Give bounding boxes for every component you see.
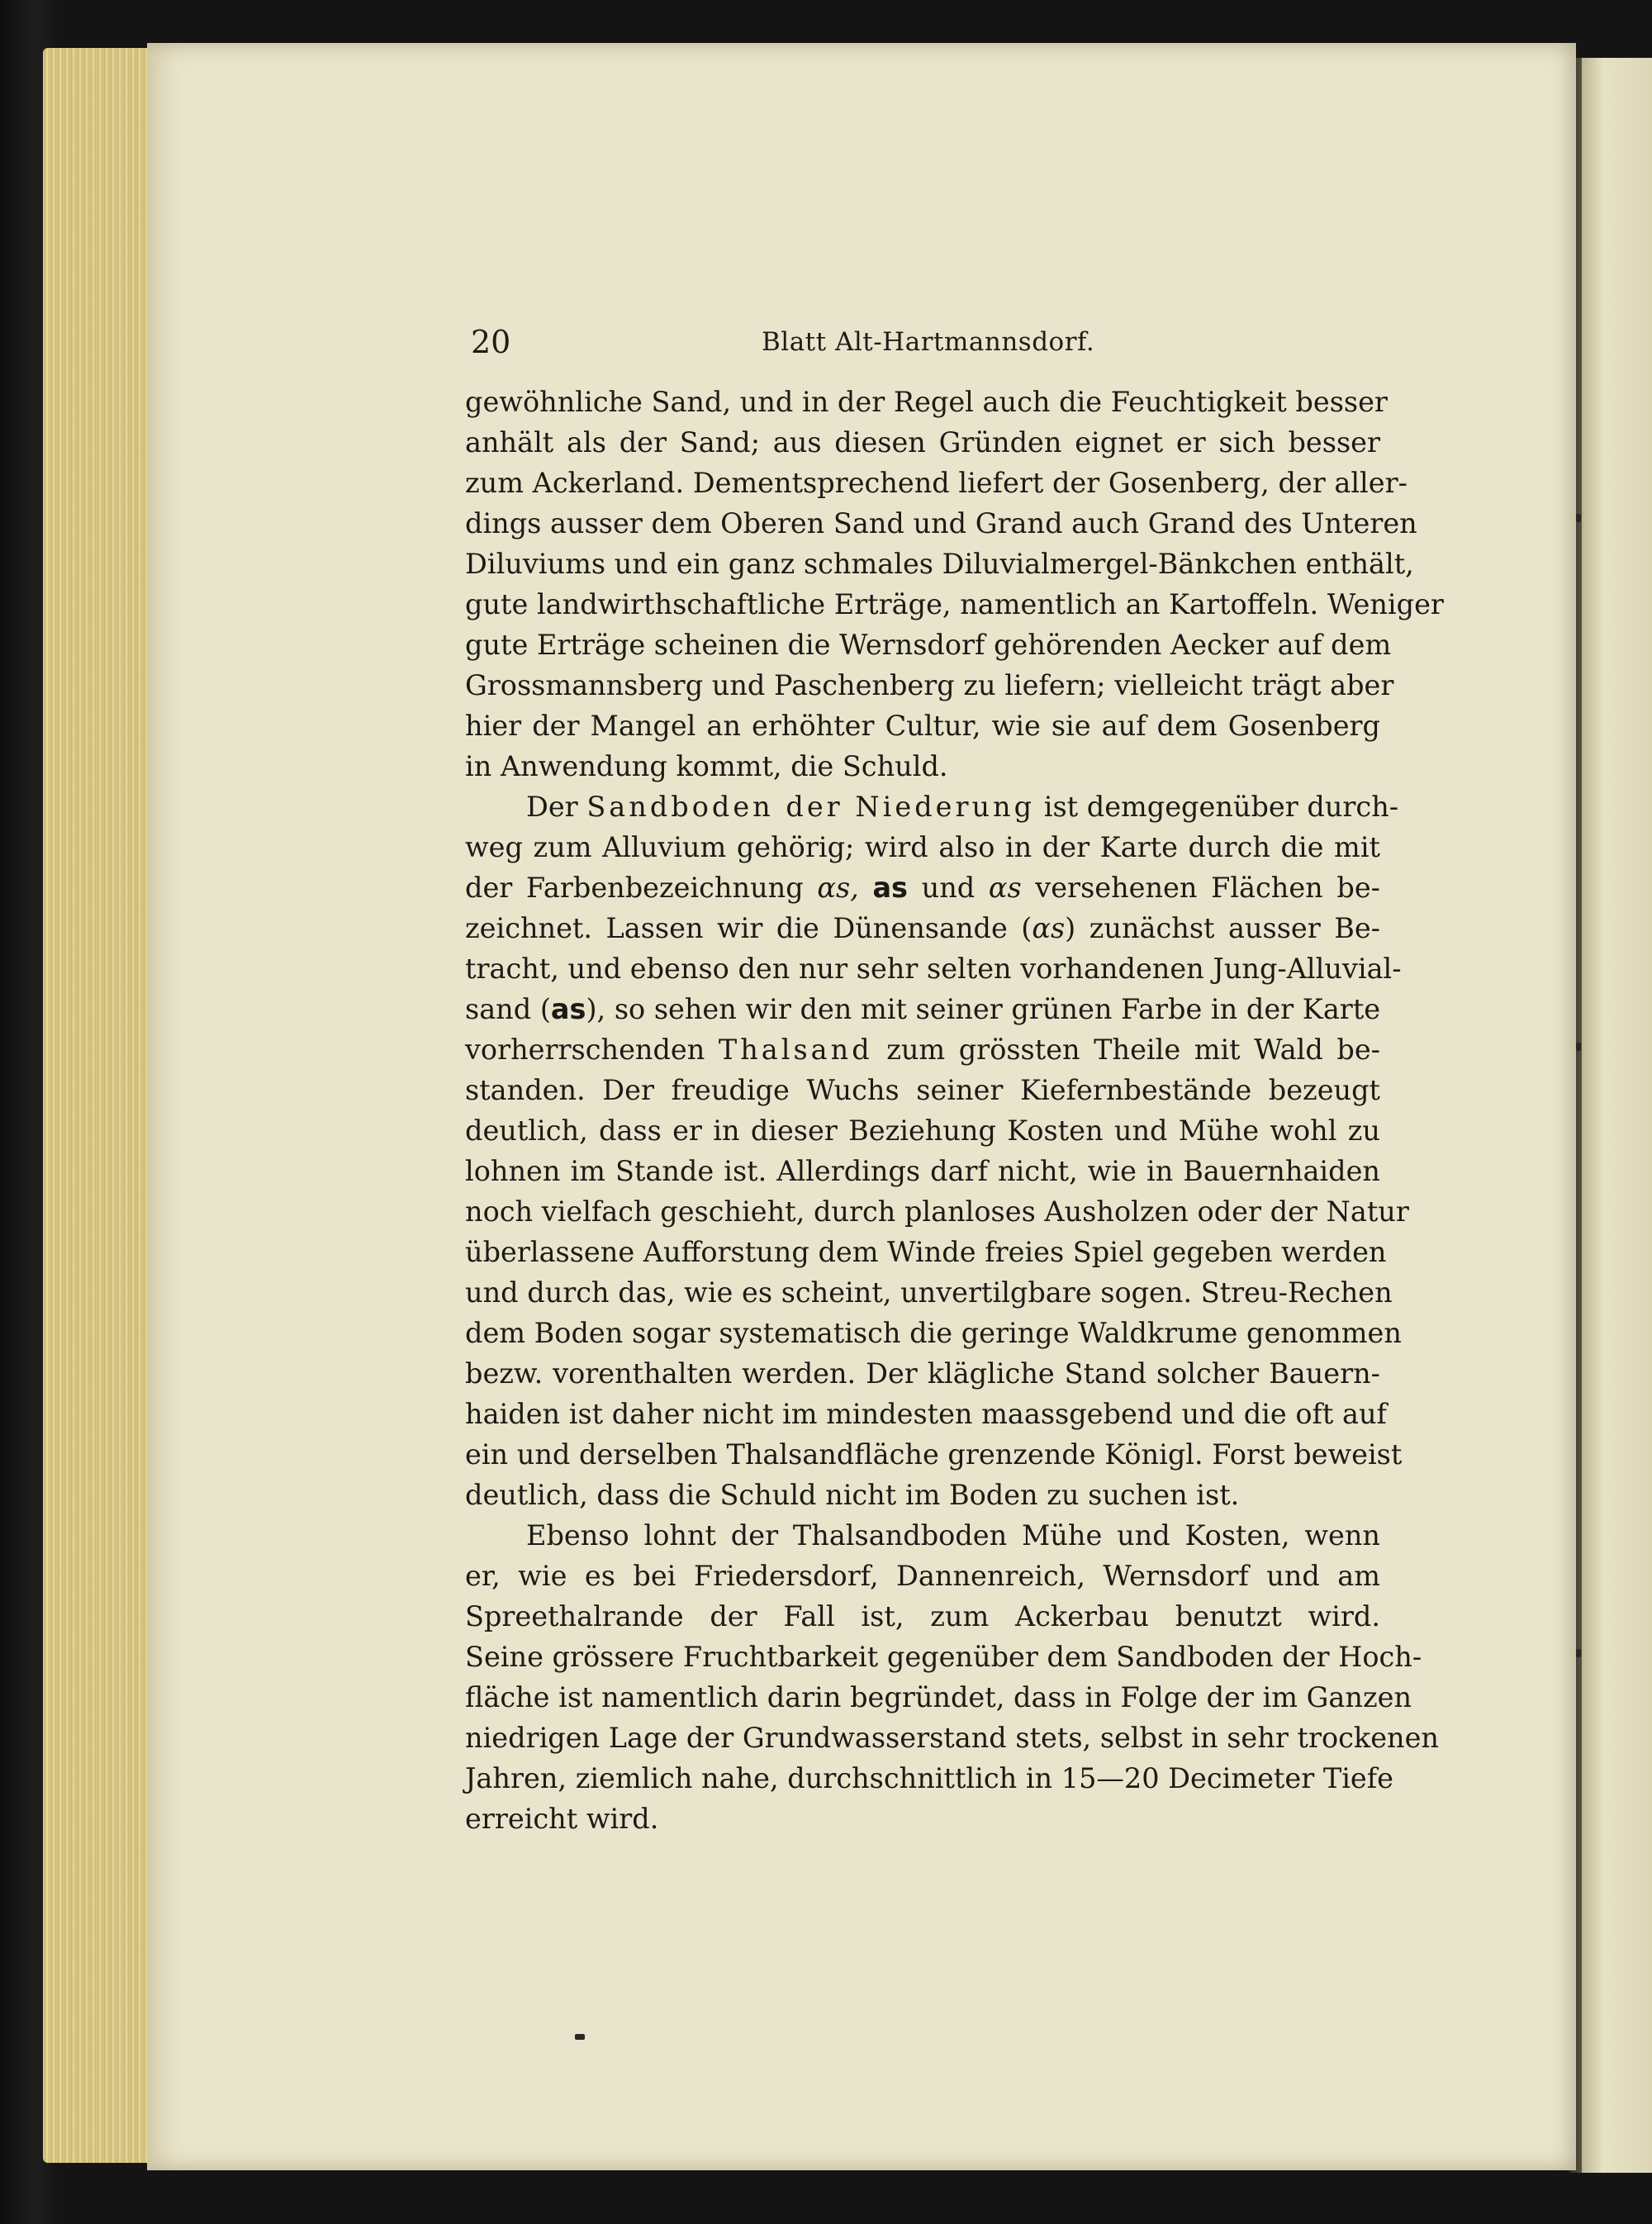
symbol-young-alluvial-sand: as (872, 872, 908, 904)
text-line (465, 989, 1380, 1029)
text-line: und durch das, wie es scheint, unvertilgbare sogen. Streu-Rechen (465, 1276, 1393, 1309)
emphasis-spaced: Thalsand (718, 1034, 873, 1066)
text-fragment: vorherrschenden (465, 1034, 719, 1066)
text-line: gute landwirthschaftliche Erträge, namentlich an Kartoffeln. Weniger (465, 588, 1444, 620)
symbol-dune-sand: αs, (817, 872, 859, 904)
text-line: bezw. vorenthalten werden. Der klägliche Stand solcher Bauern- (465, 1357, 1380, 1390)
text-fragment: sand ( (465, 993, 551, 1025)
symbol-dune-sand: αs (1032, 912, 1066, 944)
running-head: Blatt Alt-Hartmannsdorf. (762, 327, 1095, 357)
text-line: standen. Der freudige Wuchs seiner Kiefernbestände bezeugt (465, 1074, 1380, 1106)
text-line: lohnen im Stande ist. Allerdings darf nicht, wie in Bauernhaiden (465, 1155, 1380, 1187)
paragraph-2 (465, 786, 1409, 1515)
margin-mark (1576, 1043, 1581, 1051)
text-line: zum Ackerland. Dementsprechend liefert der Gosenberg, der aller- (465, 467, 1408, 499)
page-header (471, 324, 1379, 365)
text-fragment: und (907, 872, 989, 904)
paragraph-3 (465, 1515, 1439, 1839)
text-line (465, 908, 1380, 948)
text-line: weg zum Alluvium gehörig; wird also in der Karte durch die mit (465, 831, 1380, 863)
paragraph-1 (465, 382, 1444, 786)
text-line (465, 1029, 1380, 1070)
text-fragment: ) zunächst ausser Be- (1065, 912, 1380, 944)
text-line: deutlich, dass er in dieser Beziehung Kosten und Mühe wohl zu (465, 1114, 1380, 1147)
text-line: gute Erträge scheinen die Wernsdorf gehörenden Aecker auf dem (465, 629, 1392, 661)
text-line: haiden ist daher nicht im mindesten maassgebend und die oft auf (465, 1398, 1387, 1430)
text-line: Grossmannsberg und Paschenberg zu liefern; vielleicht trägt aber (465, 669, 1394, 701)
page-edges (43, 48, 150, 2163)
text-line (465, 786, 1399, 827)
text-line: fläche ist namentlich darin begründet, dass in Folge der im Ganzen (465, 1681, 1412, 1713)
margin-mark (1576, 514, 1581, 522)
text-line: erreicht wird. (465, 1803, 659, 1835)
text-line: dings ausser dem Oberen Sand und Grand auch Grand des Unteren (465, 507, 1417, 539)
symbol-young-alluvial-sand: as (550, 993, 586, 1025)
text-line: hier der Mangel an erhöhter Cultur, wie sie auf dem Gosenberg (465, 710, 1380, 742)
text-line (465, 867, 1380, 908)
text-line: Diluviums und ein ganz schmales Diluvialmergel-Bänkchen enthält, (465, 548, 1414, 580)
text-line: noch vielfach geschieht, durch planloses Ausholzen oder der Natur (465, 1195, 1409, 1228)
emphasis-spaced: Sandboden der Niederung (586, 791, 1036, 823)
text-line: tracht, und ebenso den nur sehr selten vorhandenen Jung-Alluvial- (465, 953, 1402, 985)
text-line: gewöhnliche Sand, und in der Regel auch die Feuchtigkeit besser (465, 386, 1388, 418)
text-fragment: ist demgegenüber durch- (1035, 791, 1399, 823)
text-line: ein und derselben Thalsandfläche grenzende Königl. Forst beweist (465, 1438, 1403, 1471)
text-line: dem Boden sogar systematisch die geringe Waldkrume genommen (465, 1317, 1402, 1349)
text-fragment: versehenen Flächen be- (1021, 872, 1380, 904)
text-line: überlassene Aufforstung dem Winde freies Spiel gegeben werden (465, 1236, 1387, 1268)
text-line: er, wie es bei Friedersdorf, Dannenreich, Wernsdorf und am (465, 1560, 1380, 1592)
symbol-valley-sand: αs (988, 872, 1022, 904)
text-fragment: ), so sehen wir den mit seiner grünen Farbe in der Karte (586, 993, 1381, 1025)
ink-speck (575, 2034, 585, 2040)
text-line: Spreethalrande der Fall ist, zum Ackerbau benutzt wird. (465, 1600, 1380, 1632)
text-fragment: zeichnet. Lassen wir die Dünensande ( (465, 912, 1032, 944)
body-text (465, 382, 1444, 1839)
text-line: niedrigen Lage der Grundwasserstand stets, selbst in sehr trockenen (465, 1722, 1439, 1754)
text-line: Jahren, ziemlich nahe, durchschnittlich in 15—20 Decimeter Tiefe (465, 1762, 1393, 1794)
text-fragment: Der (526, 791, 587, 823)
margin-mark (1576, 1649, 1581, 1657)
text-fragment: zum grössten Theile mit Wald be- (872, 1034, 1380, 1066)
text-line: Seine grössere Fruchtbarkeit gegenüber dem Sandboden der Hoch- (465, 1641, 1422, 1673)
page-number: 20 (471, 324, 511, 360)
text-fragment: der Farbenbezeichnung (465, 872, 818, 904)
text-line: deutlich, dass die Schuld nicht im Boden zu suchen ist. (465, 1479, 1240, 1511)
text-line: anhält als der Sand; aus diesen Gründen eignet er sich besser (465, 426, 1380, 459)
text-line: Ebenso lohnt der Thalsandboden Mühe und Kosten, wenn (526, 1519, 1380, 1552)
text-line: in Anwendung kommt, die Schuld. (465, 750, 948, 782)
facing-page-edge (1582, 58, 1652, 2173)
